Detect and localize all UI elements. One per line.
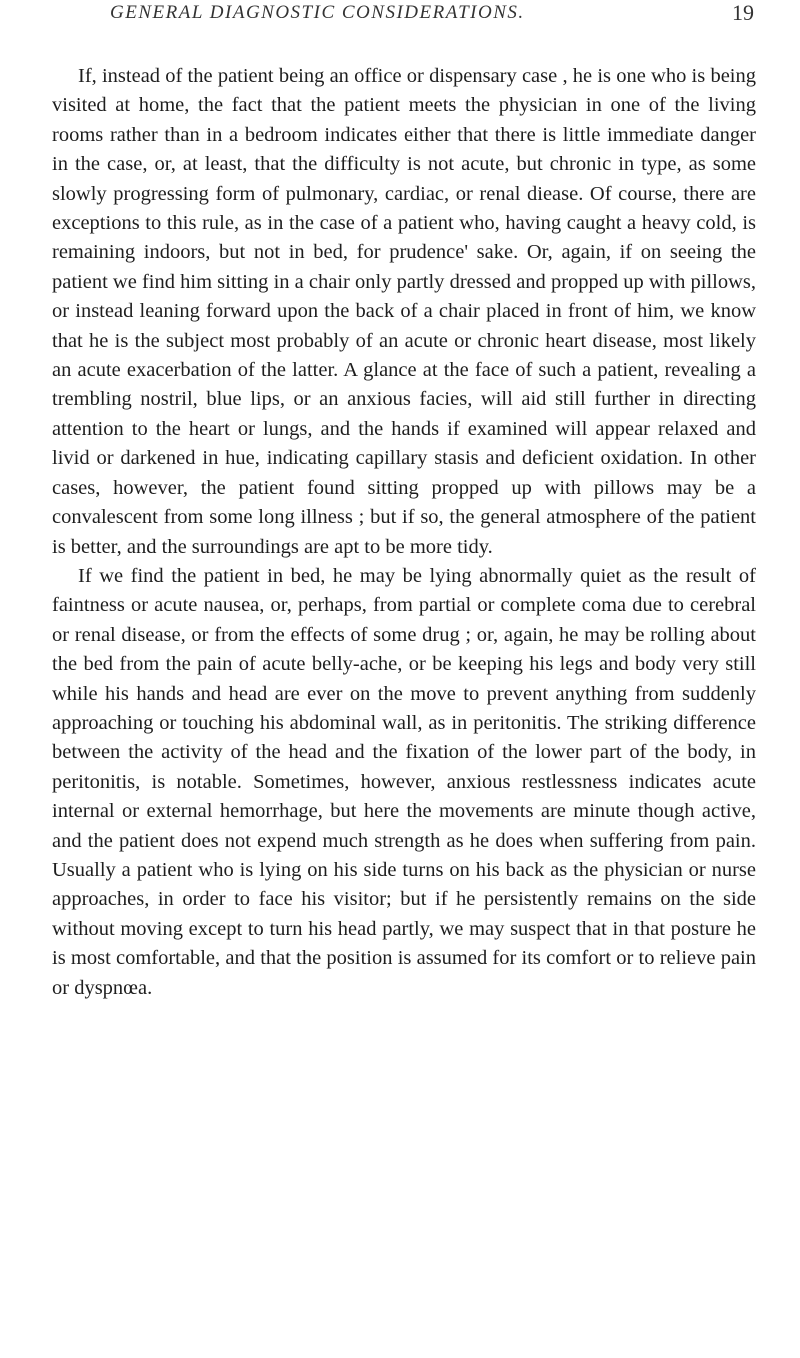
paragraph: If we find the patient in bed, he may be lying abnormally quiet as the result of faintness or acute nausea, or, perhaps, from partial or complete coma due to cerebral or renal disease, or from the effects of some drug ; or, again, he may be rolling about the bed from the pain of acute belly-ache, or be keeping his legs and body very still while his hands and head are ever on the move to prevent anything from suddenly approaching or touching his abdominal wall, as in peritonitis. The striking difference between the activity of the head and the fixation of the lower part of the body, in peritonitis, is notable. Sometimes, however, anxious restlessness indicates acute internal or external hemorrhage, but here the movements are minute though active, and the patient does not expend much strength as he does when suffering from pain. Usually a patient who is lying on his side turns on his back as the physician or nurse approaches, in order to face his visitor; but if he persistently remains on the side without moving except to turn his head partly, we may suspect that in that posture he is most comfortable, and that the position is assumed for its comfort or to relieve pain or dyspnœa.	[52, 564, 756, 999]
running-header: GENERAL DIAGNOSTIC CONSIDERATIONS.	[110, 2, 525, 23]
page-number: 19	[732, 0, 754, 25]
body-text	[52, 62, 756, 1003]
paragraph: If, instead of the patient being an office or dispensary case , he is one who is being visited at home, the fact that the patient meets the physician in one of the living rooms rather than in a bedroom indicates either that there is little immediate danger in the case, or, at least, that the difficulty is not acute, but chronic in type, as some slowly progressing form of pulmonary, cardiac, or renal diease. Of course, there are exceptions to this rule, as in the case of a patient who, having caught a heavy cold, is remaining indoors, but not in bed, for prudence' sake. Or, again, if on seeing the patient we find him sitting in a chair only partly dressed and propped up with pillows, or instead leaning forward upon the back of a chair placed in front of him, we know that he is the subject most probably of an acute or chronic heart disease, most likely an acute exacerbation of the latter. A glance at the face of such a patient, revealing a trembling nostril, blue lips, or an anxious facies, will aid still further in directing attention to the heart or lungs, and the hands if examined will appear relaxed and livid or darkened in hue, indicating capillary stasis and deficient oxidation. In other cases, however, the patient found sitting propped up with pillows may be a convalescent from some long illness ; but if so, the general atmosphere of the patient is better, and the surroundings are apt to be more tidy.	[52, 65, 756, 558]
